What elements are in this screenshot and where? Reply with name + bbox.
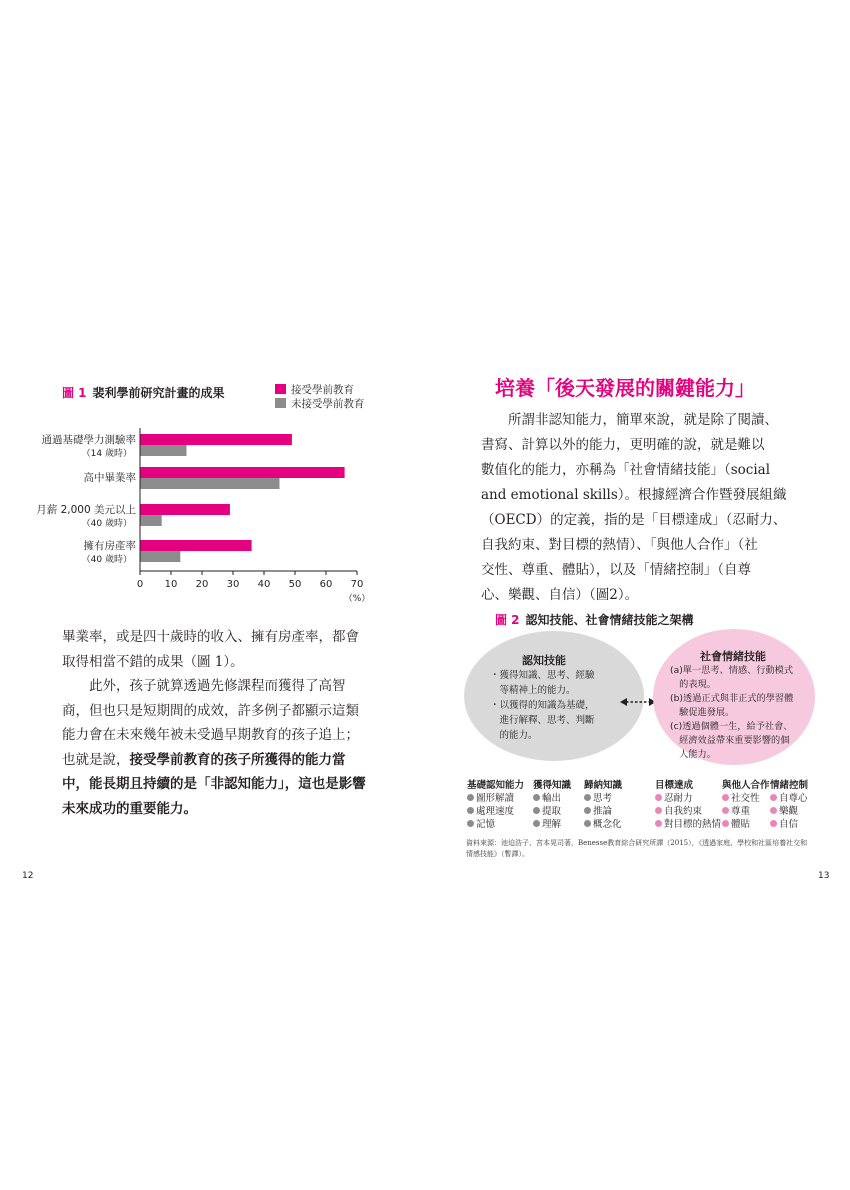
- figure1-label: 圖 1: [62, 386, 87, 400]
- x-tick-label: 50: [288, 579, 302, 590]
- column-item: 輸出: [533, 792, 571, 805]
- section-title: 培養「後天發展的關鍵能力」: [495, 376, 755, 400]
- x-tick-label: 10: [164, 579, 178, 590]
- column-item: 樂觀: [770, 805, 808, 818]
- double-arrow-icon: [620, 697, 656, 707]
- figure2-title-text: 認知技能、社會情緒技能之架構: [525, 613, 694, 627]
- pink-dot-icon: [770, 807, 777, 814]
- pink-dot-icon: [655, 794, 662, 801]
- figure1-title-text: 裴利學前研究計畫的成果: [92, 386, 225, 400]
- page-number-right: 13: [818, 871, 830, 881]
- column-item: 自我約束: [655, 805, 721, 818]
- paragraph-line: 書寫、計算以外的能力，更明確的說，就是難以: [481, 437, 765, 453]
- column-item: 概念化: [584, 818, 622, 831]
- category-sublabel: （40 歲時）: [81, 519, 132, 529]
- paragraph-1: 畢業率，或是四十歲時的收入、擁有房產率，都會取得相當不錯的成果（圖 1）。: [62, 629, 359, 670]
- cognitive-item: 的能力。: [490, 730, 538, 741]
- pink-dot-icon: [770, 820, 777, 827]
- column-item: 尊重: [722, 805, 770, 818]
- figure1-bar-chart: [30, 428, 380, 606]
- paragraph-line: 交性、尊重、體貼），以及「情緒控制」（自尊: [481, 562, 751, 578]
- category-label: 月薪 2,000 美元以上: [36, 504, 136, 516]
- column-head: 歸納知識: [584, 780, 623, 791]
- paragraph-2: [62, 674, 372, 821]
- legend-label-preschool: 接受學前教育: [291, 383, 354, 396]
- bar-preschool: [140, 504, 230, 515]
- legend-item-no-preschool: [275, 396, 365, 410]
- column-item: 自信: [770, 818, 808, 831]
- legend-item-preschool: [275, 382, 365, 396]
- gray-dot-icon: [467, 820, 474, 827]
- paragraph-line: and emotional skills）。根據經濟合作暨發展組織: [481, 487, 787, 503]
- category-label: 高中畢業率: [83, 472, 136, 484]
- gray-dot-icon: [467, 794, 474, 801]
- bar-preschool: [140, 434, 292, 445]
- legend-swatch-pink: [275, 384, 286, 394]
- social-emotional-skills-title: 社會情緒技能: [700, 650, 766, 663]
- column-item: 處理速度: [467, 805, 524, 818]
- cognitive-skills-title: 認知技能: [522, 654, 566, 667]
- cognitive-item: ・以獲得的知識為基礎，: [490, 700, 595, 711]
- column-item: 提取: [533, 805, 571, 818]
- column-head: 情緒控制: [770, 780, 809, 791]
- column-item: 推論: [584, 805, 622, 818]
- column-item: 自尊心: [770, 792, 808, 805]
- x-tick-label: 70: [350, 579, 364, 590]
- bar-no-preschool: [140, 478, 280, 489]
- paragraph-line: 心、樂觀、自信）（圖2）。: [481, 587, 639, 603]
- pink-dot-icon: [655, 807, 662, 814]
- x-axis-unit: （%）: [343, 594, 371, 604]
- gray-dot-icon: [533, 794, 540, 801]
- source-note: 資料來源：池迫浩子、宮本晃司著，Benesse教育綜合研究所譯（2015），《透過家庭、學校和社區培養社交和情感技能》（暫譯）。: [466, 839, 808, 858]
- x-tick-label: 20: [195, 579, 209, 590]
- category-sublabel: （14 歲時）: [81, 449, 132, 459]
- legend-label-no-preschool: 未接受學前教育: [291, 397, 365, 410]
- skill-column-basic-cognitive: [467, 779, 524, 831]
- social-item: 人能力。: [670, 749, 716, 760]
- column-head: 基礎認知能力: [467, 780, 525, 791]
- column-item: 記憶: [467, 818, 524, 831]
- skill-column-induce-knowledge: [584, 779, 622, 831]
- cognitive-skills-list: [490, 668, 595, 743]
- gray-dot-icon: [533, 820, 540, 827]
- bar-no-preschool: [140, 515, 162, 526]
- right-body-text: [481, 408, 793, 608]
- skill-column-emotion-control: [770, 779, 808, 831]
- paragraph-line: （OECD）的定義，指的是「目標達成」（忍耐力、: [481, 512, 787, 528]
- social-item: 經濟效益帶來重要影響的個: [670, 735, 790, 746]
- figure1-title: [62, 384, 225, 401]
- pink-dot-icon: [770, 794, 777, 801]
- left-body-text: [62, 625, 372, 821]
- x-tick-label: 60: [319, 579, 333, 590]
- column-head: 與他人合作: [722, 780, 770, 791]
- social-emotional-skills-list: [670, 664, 793, 762]
- social-item: (c)透過個體一生，給予社會、: [670, 721, 793, 732]
- legend-swatch-gray: [275, 398, 286, 408]
- chart-legend: [275, 382, 365, 410]
- gray-dot-icon: [584, 794, 591, 801]
- paragraph-2-plain: 此外，孩子就算透過先修課程而獲得了高智商，但也只是短期間的成效，許多例子都顯示這類能力會在未來幾年被未受過早期教育的孩子追上；也就是說，: [62, 678, 359, 768]
- column-head: 獲得知識: [533, 780, 572, 791]
- column-item: 對目標的熱情: [655, 818, 721, 831]
- x-tick-label: 40: [257, 579, 271, 590]
- paragraph-2-bold: 接受學前教育的孩子所獲得的能力當中，能長期且持續的是「非認知能力」，這也是影響未來成功的重要能力。: [62, 751, 366, 817]
- column-item: 社交性: [722, 792, 770, 805]
- page-number-left: 12: [22, 871, 34, 881]
- figure2-label: 圖 2: [495, 613, 520, 627]
- skill-column-goal-achievement: [655, 779, 721, 831]
- bar-no-preschool: [140, 551, 180, 562]
- x-tick-label: 30: [226, 579, 240, 590]
- paragraph-line: 自我約束、對目標的熱情）、「與他人合作」（社: [481, 537, 758, 553]
- pink-dot-icon: [722, 820, 729, 827]
- social-item: (a)單一思考、情感、行動模式: [670, 665, 794, 676]
- bar-preschool: [140, 540, 252, 551]
- skill-column-cooperation: [722, 779, 770, 831]
- skill-column-acquire-knowledge: [533, 779, 571, 831]
- column-item: 圖形解讀: [467, 792, 524, 805]
- cognitive-item: ・獲得知識、思考、經驗: [490, 670, 595, 681]
- category-label: 通過基礎學力測驗率: [41, 434, 136, 446]
- column-item: 理解: [533, 818, 571, 831]
- category-sublabel: （40 歲時）: [81, 555, 132, 565]
- cognitive-item: 進行解釋、思考、判斷: [490, 715, 595, 726]
- paragraph-line: 所謂非認知能力，簡單來說，就是除了閱讀、: [508, 412, 778, 428]
- social-item: (b)透過正式與非正式的學習體: [670, 693, 794, 704]
- pink-dot-icon: [722, 807, 729, 814]
- social-item: 的表現。: [670, 679, 716, 690]
- bar-no-preschool: [140, 445, 187, 456]
- paragraph-line: 數值化的能力，亦稱為「社會情緒技能」（social: [481, 462, 771, 478]
- column-item: 體貼: [722, 818, 770, 831]
- column-head: 目標達成: [655, 780, 694, 791]
- column-item: 思考: [584, 792, 622, 805]
- gray-dot-icon: [584, 807, 591, 814]
- category-label: 擁有房產率: [83, 540, 136, 552]
- x-tick-label: 0: [136, 579, 144, 590]
- social-item: 驗促進發展。: [670, 707, 735, 718]
- gray-dot-icon: [533, 807, 540, 814]
- pink-dot-icon: [722, 794, 729, 801]
- gray-dot-icon: [467, 807, 474, 814]
- bar-preschool: [140, 467, 345, 478]
- figure2-title: [495, 611, 694, 628]
- pink-dot-icon: [655, 820, 662, 827]
- cognitive-item: 等精神上的能力。: [490, 685, 576, 696]
- gray-dot-icon: [584, 820, 591, 827]
- column-item: 忍耐力: [655, 792, 721, 805]
